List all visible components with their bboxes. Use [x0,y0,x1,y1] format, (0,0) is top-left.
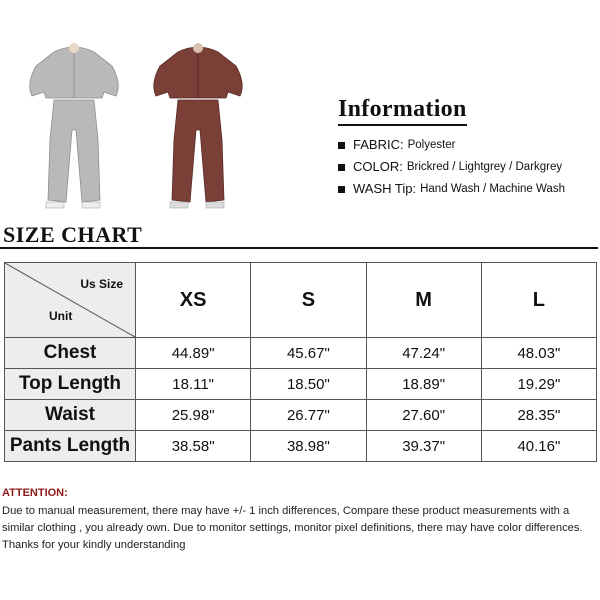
size-chart-title: SIZE CHART [3,222,143,247]
table-cell: 18.89" [366,369,481,400]
table-cell: 38.98" [251,431,366,462]
attention-heading: ATTENTION: [2,487,68,499]
table-cell: 44.89" [136,338,251,369]
lightgrey-tracksuit-photo [24,40,124,210]
size-header-l: L [481,263,596,338]
attention-text: Due to manual measurement, there may have +/- 1 inch differences, Compare these product measurements with a similar clothing , you already own. Due to monitor settings, monitor pixel definitions, there may have color differences. Thanks for your kindly understanding [2,505,583,551]
color-value: Brickred / Lightgrey / Darkgrey [406,161,563,173]
diagonal-divider [5,263,135,337]
table-cell: 27.60" [366,400,481,431]
table-cell: 38.58" [136,431,251,462]
table-cell: 45.67" [251,338,366,369]
table-cell: 18.50" [251,369,366,400]
wash-value: Hand Wash / Machine Wash [420,183,565,195]
info-title: Information [338,96,467,126]
size-header-s: S [251,263,366,338]
table-row [5,369,597,400]
size-chart-table [4,262,597,462]
size-header-m: M [366,263,481,338]
table-row [5,431,597,462]
square-bullet-icon [338,186,345,193]
table-cell: 40.16" [481,431,596,462]
table-row [5,338,597,369]
attention-note [2,487,598,554]
wash-label: WASH Tip: [353,181,417,196]
square-bullet-icon [338,142,345,149]
color-label: COLOR: [353,159,403,174]
row-label-chest: Chest [5,338,136,369]
square-bullet-icon [338,164,345,171]
row-label-pants-length: Pants Length [5,431,136,462]
table-cell: 26.77" [251,400,366,431]
unit-label: Unit [49,309,73,323]
table-cell: 25.98" [136,400,251,431]
table-cell: 39.37" [366,431,481,462]
fabric-value: Polyester [407,139,456,151]
table-cell: 47.24" [366,338,481,369]
product-photos [18,40,268,210]
corner-cell [5,263,136,338]
title-divider [0,247,598,249]
brickred-tracksuit-photo [148,40,248,210]
info-list [338,134,598,200]
fabric-label: FABRIC: [353,137,404,152]
table-cell: 19.29" [481,369,596,400]
wash-item [338,178,598,200]
us-size-label: Us Size [80,277,123,291]
fabric-item [338,134,598,156]
info-panel [338,96,598,200]
table-cell: 48.03" [481,338,596,369]
table-cell: 28.35" [481,400,596,431]
table-row [5,400,597,431]
size-header-xs: XS [136,263,251,338]
color-item [338,156,598,178]
row-label-waist: Waist [5,400,136,431]
table-cell: 18.11" [136,369,251,400]
row-label-top-length: Top Length [5,369,136,400]
table-header-row [5,263,597,338]
